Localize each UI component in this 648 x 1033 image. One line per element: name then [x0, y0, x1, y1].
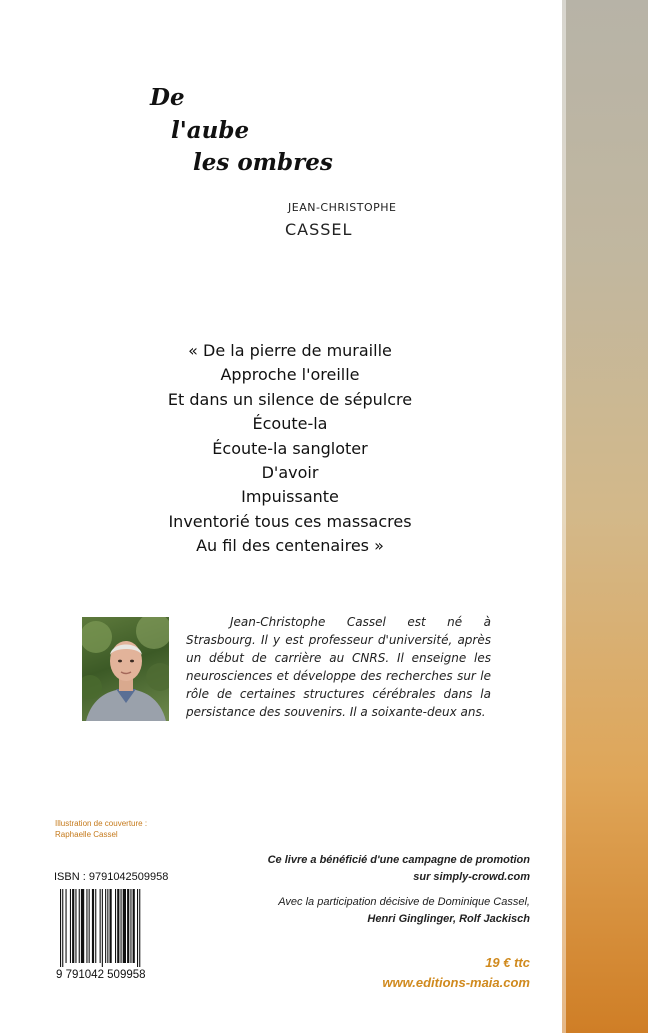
barcode-bar	[81, 889, 84, 963]
barcode-bar	[92, 889, 94, 963]
book-title-line-2: l'aube	[171, 117, 250, 144]
promotion-note	[230, 852, 530, 886]
poem-line: D'avoir	[261, 462, 319, 482]
barcode-bar	[75, 889, 76, 963]
bio-text: Jean-Christophe Cassel est né à Strasbourg. Il y est professeur d'université, après un début de carrière au CNRS. Il enseigne les neurosciences et développe des recherches sur le rôle de certaines structures cérébrales dans la persistance des souvenirs. Il a soixante-deux ans.	[186, 615, 491, 719]
poem-line: Impuissante	[241, 487, 339, 507]
barcode-bar	[137, 889, 138, 967]
barcode-bar	[117, 889, 119, 963]
participation-note	[230, 894, 530, 928]
barcode-bar	[86, 889, 87, 963]
promo-line-1: Ce livre a bénéficié d'une campagne de promotion	[267, 854, 530, 866]
poem-line: Et dans un silence de sépulcre	[167, 389, 413, 409]
barcode-bar	[107, 889, 108, 963]
barcode-bar	[121, 889, 122, 963]
author-portrait-image	[82, 617, 169, 721]
poem-line: Approche l'oreille	[220, 365, 360, 385]
illustration-credit-name: Raphaelle Cassel	[55, 830, 118, 839]
illustration-credit	[55, 818, 147, 840]
barcode-bar	[62, 889, 63, 967]
promo-line-4: Henri Ginglinger, Rolf Jackisch	[367, 913, 530, 925]
barcode-bar	[127, 889, 129, 963]
author-first-name: JEAN-CHRISTOPHE	[288, 201, 397, 214]
poem-excerpt	[120, 339, 460, 559]
price-label: 19 € ttc	[485, 955, 530, 970]
poem-line: Écoute-la sangloter	[212, 438, 368, 458]
barcode-bar	[133, 889, 135, 963]
barcode-number: 9 791042 509958	[56, 969, 146, 979]
poem-line: Écoute-la	[252, 414, 328, 434]
publisher-website: www.editions-maia.com	[382, 975, 530, 990]
barcode-bar	[95, 889, 96, 963]
book-spine-gradient	[562, 0, 648, 1033]
barcode-bar	[130, 889, 131, 963]
barcode-bar	[60, 889, 61, 967]
book-title-line-3: les ombres	[193, 149, 333, 176]
barcode-bar	[72, 889, 74, 963]
barcode-bar	[79, 889, 80, 963]
barcode-bar	[102, 889, 103, 967]
barcode-bar	[105, 889, 106, 963]
isbn-label: ISBN : 9791042509958	[54, 871, 169, 883]
book-title-line-1: De	[150, 84, 185, 111]
barcode-bar	[66, 889, 67, 963]
poem-line: Au fil des centenaires »	[196, 536, 384, 556]
promo-line-2: sur simply-crowd.com	[413, 871, 530, 883]
author-last-name: CASSEL	[285, 220, 353, 239]
barcode-bar	[70, 889, 71, 963]
barcode-graphic	[56, 889, 180, 979]
barcode-bar	[89, 889, 90, 963]
poem-line: Inventorié tous ces massacres	[168, 511, 412, 531]
barcode-bar	[139, 889, 140, 967]
author-photo	[82, 617, 169, 721]
poem-line: « De la pierre de muraille	[188, 341, 392, 360]
author-biography	[186, 613, 491, 721]
illustration-credit-label: Illustration de couverture :	[55, 819, 148, 828]
promo-line-3: Avec la participation décisive de Dominique Cassel,	[278, 896, 530, 908]
barcode-bar	[110, 889, 112, 963]
barcode-bar	[115, 889, 116, 963]
barcode-bar	[123, 889, 126, 963]
barcode-bar	[100, 889, 101, 963]
